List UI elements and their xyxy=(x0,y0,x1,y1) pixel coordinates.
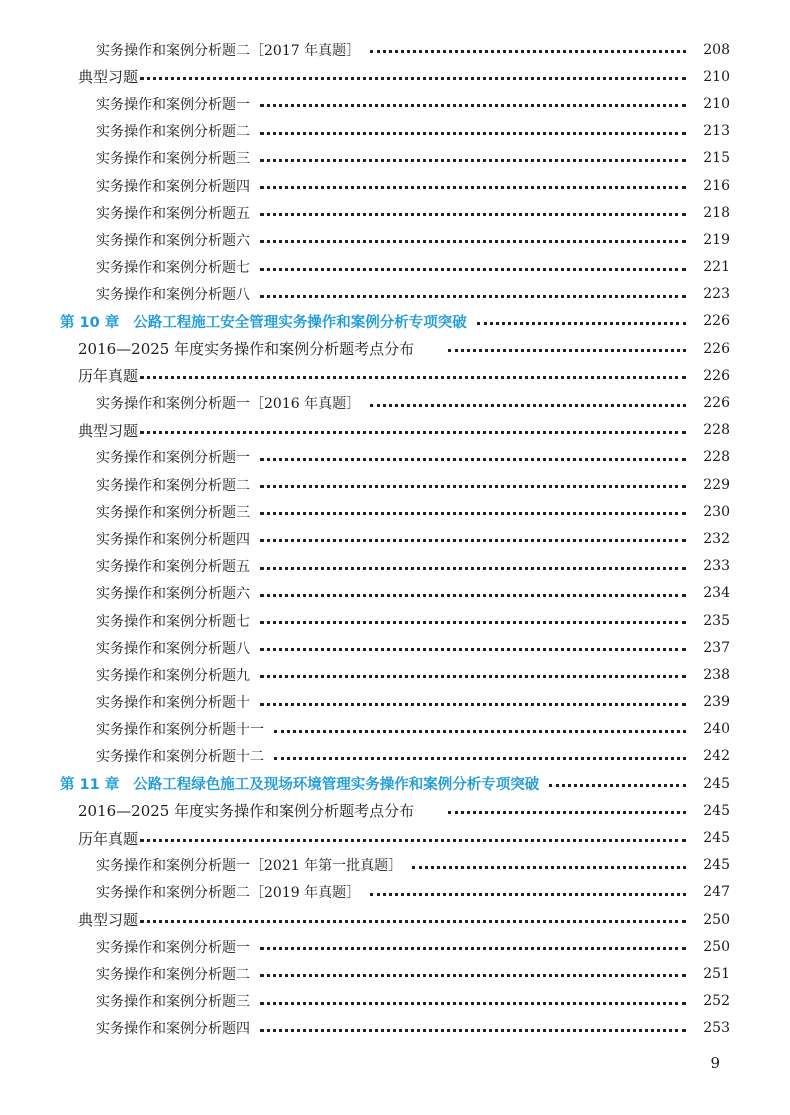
dot-leader xyxy=(260,159,686,162)
dot-leader xyxy=(260,512,686,515)
dot-leader xyxy=(260,567,686,570)
chapter-title: 公路工程绿色施工及现场环境管理实务操作和案例分析专项突破 xyxy=(133,777,540,794)
toc-entry[interactable] xyxy=(0,553,790,580)
toc-entry-page: 239 xyxy=(703,694,730,711)
toc-entry[interactable] xyxy=(0,661,790,688)
dot-leader xyxy=(549,784,686,787)
toc-entry[interactable] xyxy=(0,362,790,389)
dot-leader xyxy=(140,920,686,923)
chapter-title: 公路工程施工安全管理实务操作和案例分析专项突破 xyxy=(133,314,467,331)
toc-entry-title: 2016—2025 年度实务操作和案例分析题考点分布 xyxy=(78,802,415,821)
dot-leader xyxy=(370,50,686,53)
page-number: 9 xyxy=(710,1054,720,1072)
toc-entry-page: 240 xyxy=(703,721,730,738)
dot-leader xyxy=(260,104,686,107)
toc-entry-page: 247 xyxy=(703,884,730,901)
toc-entry-title: 实务操作和案例分析题十二 xyxy=(96,749,264,766)
toc-entry-page: 238 xyxy=(703,666,730,683)
toc-entry-page: 213 xyxy=(703,123,730,140)
toc-entry-title: 实务操作和案例分析题三 xyxy=(96,994,250,1011)
toc-entry-title: 实务操作和案例分析题一 xyxy=(96,450,250,467)
dot-leader xyxy=(260,132,686,135)
toc-entry-page: 251 xyxy=(703,965,730,982)
toc-entry-page: 208 xyxy=(703,41,730,58)
toc-entry[interactable] xyxy=(0,879,790,906)
toc-entry[interactable] xyxy=(0,335,790,362)
toc-entry[interactable] xyxy=(0,852,790,879)
toc-entry-page: 250 xyxy=(703,911,730,928)
toc-entry-page: 245 xyxy=(703,802,730,819)
dot-leader xyxy=(140,839,686,842)
toc-entry-page: 237 xyxy=(703,639,730,656)
toc-entry-title: 实务操作和案例分析题二 xyxy=(96,124,250,141)
toc-entry-title: 实务操作和案例分析题五 xyxy=(96,205,250,222)
toc-entry[interactable] xyxy=(0,389,790,416)
toc-entry[interactable] xyxy=(0,145,790,172)
dot-leader xyxy=(370,893,686,896)
dot-leader xyxy=(274,757,686,760)
dot-leader xyxy=(274,730,686,733)
toc-entry-page: 242 xyxy=(703,748,730,765)
toc-entry-page: 235 xyxy=(703,612,730,629)
toc-entry-page: 250 xyxy=(703,938,730,955)
toc-entry-title: 历年真题 xyxy=(78,367,139,386)
toc-entry-page: 252 xyxy=(703,993,730,1010)
toc-entry[interactable] xyxy=(0,36,790,63)
dot-leader xyxy=(260,213,686,216)
toc-entry-page: 228 xyxy=(703,449,730,466)
dot-leader xyxy=(260,186,686,189)
toc-entry[interactable] xyxy=(0,689,790,716)
toc-entry-page: 232 xyxy=(703,530,730,547)
toc-entry-page: 216 xyxy=(703,177,730,194)
toc-entry[interactable] xyxy=(0,498,790,525)
dot-leader xyxy=(140,77,686,80)
toc-entry-title: 典型习题 xyxy=(78,421,139,440)
toc-entry[interactable] xyxy=(0,63,790,90)
toc-entry-page: 226 xyxy=(703,367,730,384)
dot-leader xyxy=(260,621,686,624)
toc-entry-title: 典型习题 xyxy=(78,911,139,930)
table-of-contents xyxy=(0,36,790,1042)
toc-entry-title: 实务操作和案例分析题七 xyxy=(96,613,250,630)
dot-leader xyxy=(260,703,686,706)
dot-leader xyxy=(260,1029,686,1032)
toc-entry-title: 实务操作和案例分析题二［2017 年真题］ xyxy=(96,42,361,59)
toc-entry-page: 223 xyxy=(703,286,730,303)
toc-entry[interactable] xyxy=(0,797,790,824)
toc-entry[interactable] xyxy=(0,417,790,444)
chapter-number: 第 10 章 xyxy=(60,314,120,331)
toc-entry[interactable] xyxy=(0,824,790,851)
toc-entry[interactable] xyxy=(0,118,790,145)
toc-entry-title: 实务操作和案例分析题六 xyxy=(96,232,250,249)
toc-entry-page: 226 xyxy=(703,340,730,357)
dot-leader xyxy=(260,295,686,298)
chapter-number: 第 11 章 xyxy=(60,777,120,794)
toc-entry-title: 实务操作和案例分析题十 xyxy=(96,695,250,712)
toc-entry-title xyxy=(60,311,473,332)
dot-leader xyxy=(260,268,686,271)
toc-entry-title: 实务操作和案例分析题二［2019 年真题］ xyxy=(96,885,361,902)
toc-entry-title: 典型习题 xyxy=(78,68,139,87)
dot-leader xyxy=(260,675,686,678)
toc-entry-page: 245 xyxy=(703,775,730,792)
toc-entry-page: 210 xyxy=(703,95,730,112)
dot-leader xyxy=(260,485,686,488)
toc-entry-page: 226 xyxy=(703,395,730,412)
toc-entry-title: 实务操作和案例分析题一［2016 年真题］ xyxy=(96,396,361,413)
toc-entry-title: 实务操作和案例分析题四 xyxy=(96,178,250,195)
dot-leader xyxy=(370,404,686,407)
toc-entry[interactable] xyxy=(0,960,790,987)
toc-entry-title: 实务操作和案例分析题一［2021 年第一批真题］ xyxy=(96,858,403,875)
dot-leader xyxy=(448,349,686,352)
dot-leader xyxy=(260,648,686,651)
toc-entry-page: 218 xyxy=(703,204,730,221)
dot-leader xyxy=(260,594,686,597)
toc-entry-title: 实务操作和案例分析题八 xyxy=(96,287,250,304)
toc-chapter-entry[interactable] xyxy=(0,770,790,797)
toc-entry[interactable] xyxy=(0,199,790,226)
toc-entry-page: 245 xyxy=(703,857,730,874)
toc-entry-page: 245 xyxy=(703,830,730,847)
toc-entry-page: 233 xyxy=(703,558,730,575)
toc-entry[interactable] xyxy=(0,471,790,498)
dot-leader xyxy=(448,811,686,814)
dot-leader xyxy=(260,1002,686,1005)
dot-leader xyxy=(412,866,686,869)
dot-leader xyxy=(260,458,686,461)
toc-entry-title: 实务操作和案例分析题九 xyxy=(96,667,250,684)
toc-entry[interactable] xyxy=(0,90,790,117)
toc-entry-page: 253 xyxy=(703,1020,730,1037)
toc-entry-page: 234 xyxy=(703,585,730,602)
toc-entry-title: 实务操作和案例分析题三 xyxy=(96,151,250,168)
toc-entry-title: 实务操作和案例分析题十一 xyxy=(96,722,264,739)
toc-chapter-entry[interactable] xyxy=(0,308,790,335)
toc-entry[interactable] xyxy=(0,254,790,281)
toc-entry[interactable] xyxy=(0,933,790,960)
dot-leader xyxy=(260,240,686,243)
toc-entry[interactable] xyxy=(0,743,790,770)
toc-entry-title: 实务操作和案例分析题二 xyxy=(96,477,250,494)
toc-entry-title: 实务操作和案例分析题一 xyxy=(96,939,250,956)
toc-entry[interactable] xyxy=(0,281,790,308)
toc-entry-page: 215 xyxy=(703,150,730,167)
toc-entry-title: 实务操作和案例分析题一 xyxy=(96,96,250,113)
toc-entry[interactable] xyxy=(0,1015,790,1042)
toc-entry-page: 221 xyxy=(703,259,730,276)
toc-entry-title: 实务操作和案例分析题四 xyxy=(96,1021,250,1038)
toc-entry-page: 210 xyxy=(703,68,730,85)
dot-leader xyxy=(260,947,686,950)
toc-entry-page: 230 xyxy=(703,503,730,520)
toc-entry-title: 实务操作和案例分析题五 xyxy=(96,559,250,576)
toc-entry[interactable] xyxy=(0,525,790,552)
toc-entry-title: 实务操作和案例分析题八 xyxy=(96,640,250,657)
toc-entry-title: 实务操作和案例分析题三 xyxy=(96,504,250,521)
dot-leader xyxy=(260,539,686,542)
toc-entry-page: 219 xyxy=(703,231,730,248)
toc-entry[interactable] xyxy=(0,988,790,1015)
toc-entry-title: 实务操作和案例分析题六 xyxy=(96,586,250,603)
toc-entry-page: 229 xyxy=(703,476,730,493)
toc-entry-title: 实务操作和案例分析题二 xyxy=(96,966,250,983)
toc-entry[interactable] xyxy=(0,716,790,743)
toc-entry-title: 实务操作和案例分析题四 xyxy=(96,531,250,548)
toc-entry-title: 实务操作和案例分析题七 xyxy=(96,260,250,277)
toc-entry[interactable] xyxy=(0,444,790,471)
dot-leader xyxy=(140,376,686,379)
toc-entry[interactable] xyxy=(0,607,790,634)
toc-entry-title xyxy=(60,773,545,794)
toc-entry[interactable] xyxy=(0,906,790,933)
toc-entry-page: 228 xyxy=(703,422,730,439)
toc-entry-page: 226 xyxy=(703,313,730,330)
dot-leader xyxy=(140,431,686,434)
toc-entry[interactable] xyxy=(0,580,790,607)
toc-entry-title: 2016—2025 年度实务操作和案例分析题考点分布 xyxy=(78,340,415,359)
toc-entry[interactable] xyxy=(0,226,790,253)
toc-entry-title: 历年真题 xyxy=(78,829,139,848)
dot-leader xyxy=(477,322,686,325)
toc-entry[interactable] xyxy=(0,172,790,199)
dot-leader xyxy=(260,974,686,977)
toc-entry[interactable] xyxy=(0,634,790,661)
